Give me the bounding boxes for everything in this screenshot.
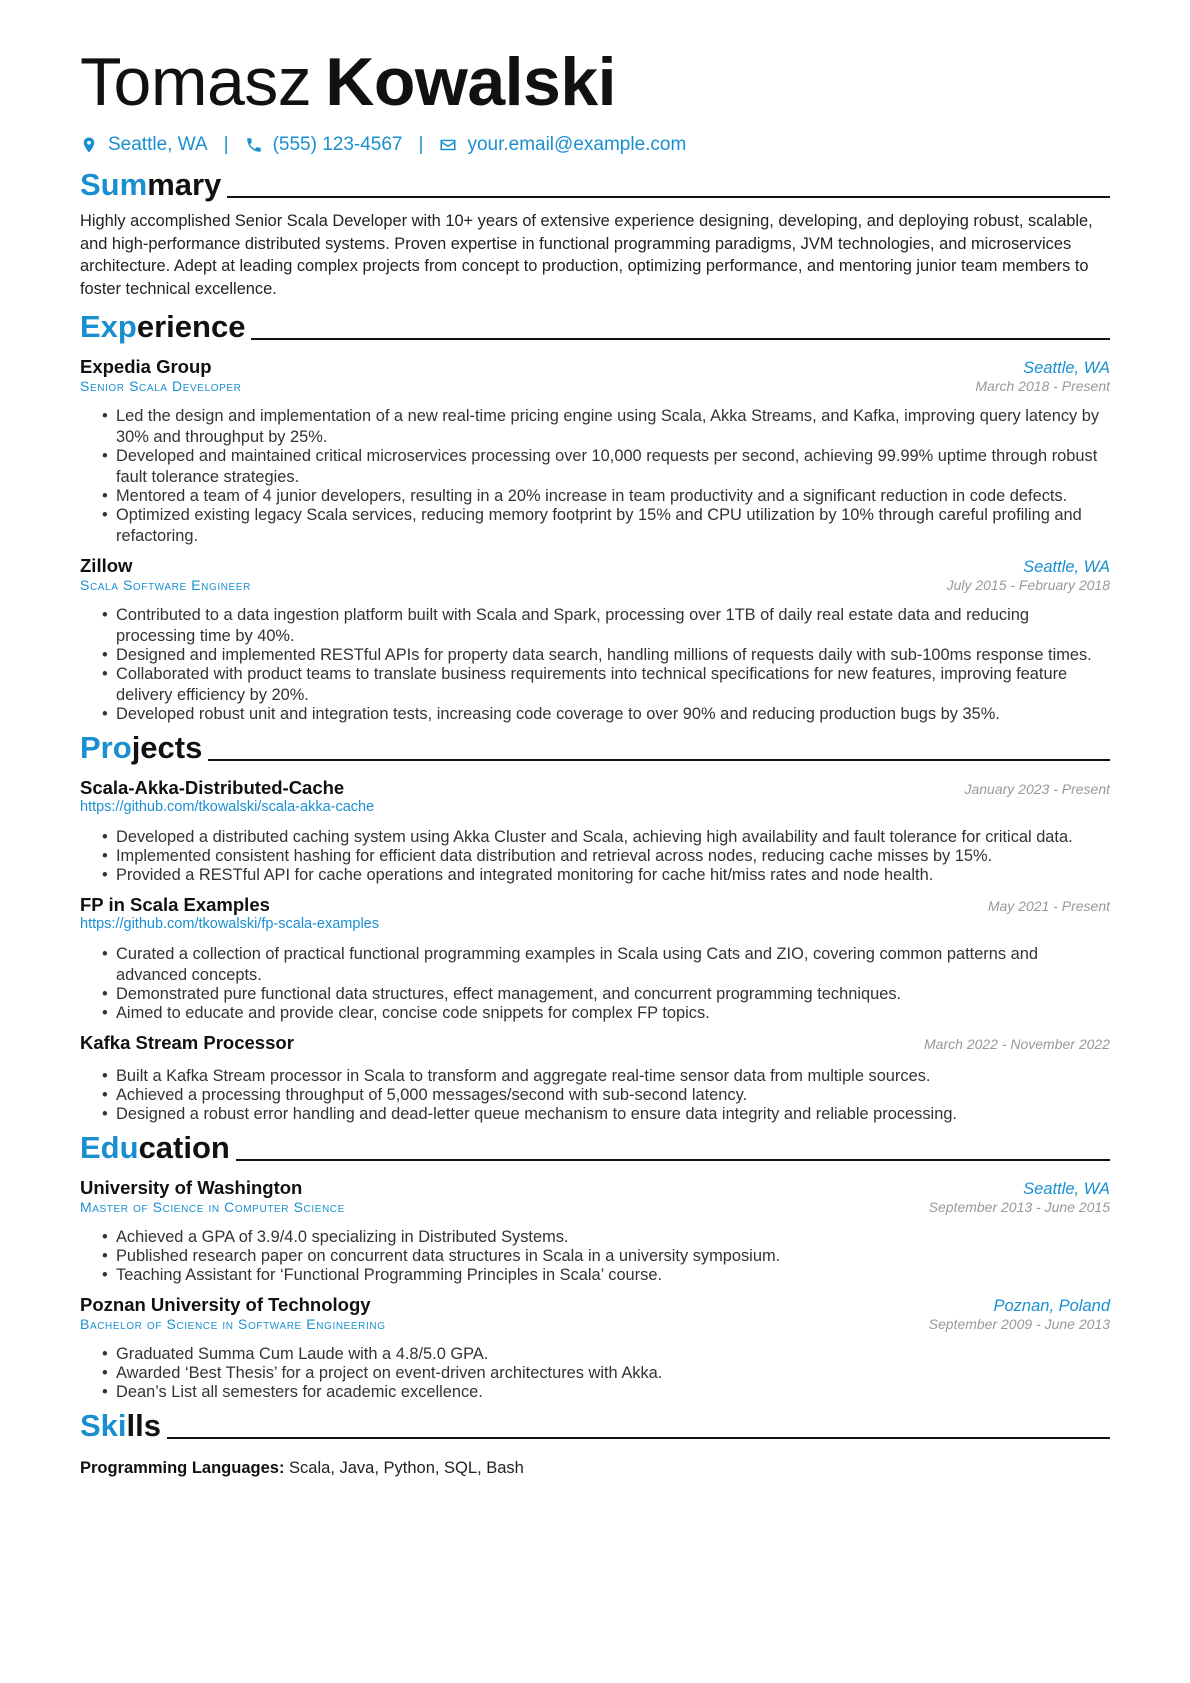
company-name: Zillow <box>80 555 133 576</box>
project-link[interactable]: https://github.com/tkowalski/fp-scala-examples <box>80 916 379 932</box>
bullet-item: • Led the design and implementation of a new real-time pricing engine using Scala, Akka Streams, and Kafka, improving query latency by 30% and throughput by 25%. <box>102 406 1110 448</box>
bullet-item: • Designed and implemented RESTful APIs for property data search, handling millions of requests daily with sub-100ms response times. <box>102 645 1110 666</box>
project-name: Kafka Stream Processor <box>80 1032 294 1053</box>
candidate-name <box>80 44 1110 120</box>
contact-location <box>80 134 208 156</box>
bullet-item: • Implemented consistent hashing for efficient data distribution and retrieval across nodes, reducing cache misses by 15%. <box>102 846 1110 867</box>
bullet-item: • Achieved a GPA of 3.9/4.0 specializing in Distributed Systems. <box>102 1227 1110 1248</box>
skills-heading: Skills <box>80 1407 1110 1445</box>
bullet-list <box>80 1066 1110 1125</box>
bullet-list <box>80 1344 1110 1403</box>
location-text: Seattle, WA <box>108 134 208 155</box>
project-entry <box>80 777 1110 886</box>
bullet-item: • Designed a robust error handling and dead-letter queue mechanism to ensure data integrity and reliable processing. <box>102 1104 1110 1125</box>
project-entry <box>80 894 1110 1024</box>
bullet-item: • Graduated Summa Cum Laude with a 4.8/5.0 GPA. <box>102 1344 1110 1365</box>
contact-phone[interactable] <box>245 134 403 156</box>
bullet-item: • Mentored a team of 4 junior developers, resulting in a 20% increase in team productivity and a significant reduction in code defects. <box>102 486 1110 507</box>
bullet-item: • Demonstrated pure functional data structures, effect management, and concurrent programming techniques. <box>102 984 1110 1005</box>
experience-entry <box>80 356 1110 547</box>
school-location: Seattle, WA <box>1023 1180 1110 1198</box>
map-pin-icon <box>80 136 98 154</box>
project-name: FP in Scala Examples <box>80 894 270 915</box>
bullet-list <box>80 1227 1110 1286</box>
bullet-list <box>80 406 1110 547</box>
bullet-item: • Developed a distributed caching system using Akka Cluster and Scala, achieving high availability and fault tolerance for critical data. <box>102 827 1110 848</box>
summary-heading: Summary <box>80 166 1110 204</box>
project-dates: January 2023 - Present <box>964 781 1110 797</box>
bullet-item: • Developed robust unit and integration tests, increasing code coverage to over 90% and reducing production bugs by 35%. <box>102 704 1110 725</box>
experience-entry <box>80 555 1110 725</box>
skills-label: Programming Languages: <box>80 1459 285 1477</box>
contact-separator: | <box>223 134 229 155</box>
bullet-item: • Teaching Assistant for ‘Functional Programming Principles in Scala’ course. <box>102 1265 1110 1286</box>
bullet-item: • Provided a RESTful API for cache operations and integrated monitoring for cache hit/miss rates and node health. <box>102 865 1110 886</box>
project-link[interactable]: https://github.com/tkowalski/scala-akka-cache <box>80 799 375 815</box>
section-rule <box>227 196 1110 198</box>
project-dates: May 2021 - Present <box>987 898 1110 914</box>
school-location: Poznan, Poland <box>993 1297 1110 1315</box>
bullet-item: • Dean’s List all semesters for academic excellence. <box>102 1382 1110 1403</box>
project-entry <box>80 1032 1110 1125</box>
bullet-item: • Optimized existing legacy Scala services, reducing memory footprint by 15% and CPU utilization by 10% through careful profiling and refactoring. <box>102 505 1110 547</box>
bullet-item: • Built a Kafka Stream processor in Scala to transform and aggregate real-time sensor data from multiple sources. <box>102 1066 1110 1087</box>
bullet-list <box>80 605 1110 725</box>
phone-icon <box>245 136 263 154</box>
bullet-item: • Collaborated with product teams to translate business requirements into technical specifications for new features, improving feature delivery efficiency by 20%. <box>102 664 1110 706</box>
skills-line <box>80 1459 1110 1478</box>
bullet-item: • Contributed to a data ingestion platform built with Scala and Spark, processing over 1TB of daily real estate data and reducing processing time by 40%. <box>102 605 1110 647</box>
bullet-item: • Curated a collection of practical functional programming examples in Scala using Cats and ZIO, covering common patterns and advanced concepts. <box>102 944 1110 986</box>
skills-value: Scala, Java, Python, SQL, Bash <box>289 1459 524 1477</box>
education-entry <box>80 1177 1110 1286</box>
job-location: Seattle, WA <box>1023 359 1110 377</box>
project-dates: March 2022 - November 2022 <box>924 1036 1110 1052</box>
contact-bar <box>80 130 1110 160</box>
bullet-list <box>80 944 1110 1024</box>
school-name: Poznan University of Technology <box>80 1294 371 1315</box>
degree-name: Bachelor of Science in Software Engineering <box>80 1316 386 1332</box>
job-role: Scala Software Engineer <box>80 577 251 593</box>
envelope-icon <box>439 136 457 154</box>
bullet-item: • Developed and maintained critical microservices processing over 10,000 requests per second, achieving 99.99% uptime through robust fault tolerance strategies. <box>102 446 1110 488</box>
education-dates: September 2013 - June 2015 <box>928 1199 1110 1215</box>
company-name: Expedia Group <box>80 356 212 377</box>
contact-email[interactable] <box>439 134 686 156</box>
job-role: Senior Scala Developer <box>80 378 242 394</box>
bullet-item: • Published research paper on concurrent data structures in Scala in a university symposium. <box>102 1246 1110 1267</box>
first-name: Tomasz <box>80 44 312 120</box>
email-text: your.email@example.com <box>467 134 687 155</box>
job-location: Seattle, WA <box>1023 558 1110 576</box>
bullet-item: • Awarded ‘Best Thesis’ for a project on event-driven architectures with Akka. <box>102 1363 1110 1384</box>
last-name: Kowalski <box>325 44 617 120</box>
projects-heading: Projects <box>80 729 1110 767</box>
project-name: Scala-Akka-Distributed-Cache <box>80 777 345 798</box>
degree-name: Master of Science in Computer Science <box>80 1199 345 1215</box>
education-dates: September 2009 - June 2013 <box>928 1316 1110 1332</box>
bullet-item: • Achieved a processing throughput of 5,000 messages/second with sub-second latency. <box>102 1085 1110 1106</box>
phone-text: (555) 123-4567 <box>272 134 403 155</box>
bullet-item: • Aimed to educate and provide clear, concise code snippets for complex FP topics. <box>102 1003 1110 1024</box>
school-name: University of Washington <box>80 1177 303 1198</box>
bullet-list <box>80 827 1110 886</box>
section-rule <box>167 1437 1110 1439</box>
section-rule <box>236 1159 1110 1161</box>
section-rule <box>208 759 1110 761</box>
education-entry <box>80 1294 1110 1403</box>
contact-separator: | <box>418 134 424 155</box>
job-dates: March 2018 - Present <box>975 378 1110 394</box>
job-dates: July 2015 - February 2018 <box>946 577 1110 593</box>
experience-heading: Experience <box>80 308 1110 346</box>
section-rule <box>251 338 1110 340</box>
summary-text: Highly accomplished Senior Scala Developer with 10+ years of extensive experience designing, developing, and deploying robust, scalable, and high-performance distributed systems. Proven expertise in functional programming paradigms, JVM technologies, and microservices architecture. Adept at leading complex projects from concept to production, optimizing performance, and mentoring junior team members to foster technical excellence. <box>80 212 1093 298</box>
education-heading: Education <box>80 1129 1110 1167</box>
